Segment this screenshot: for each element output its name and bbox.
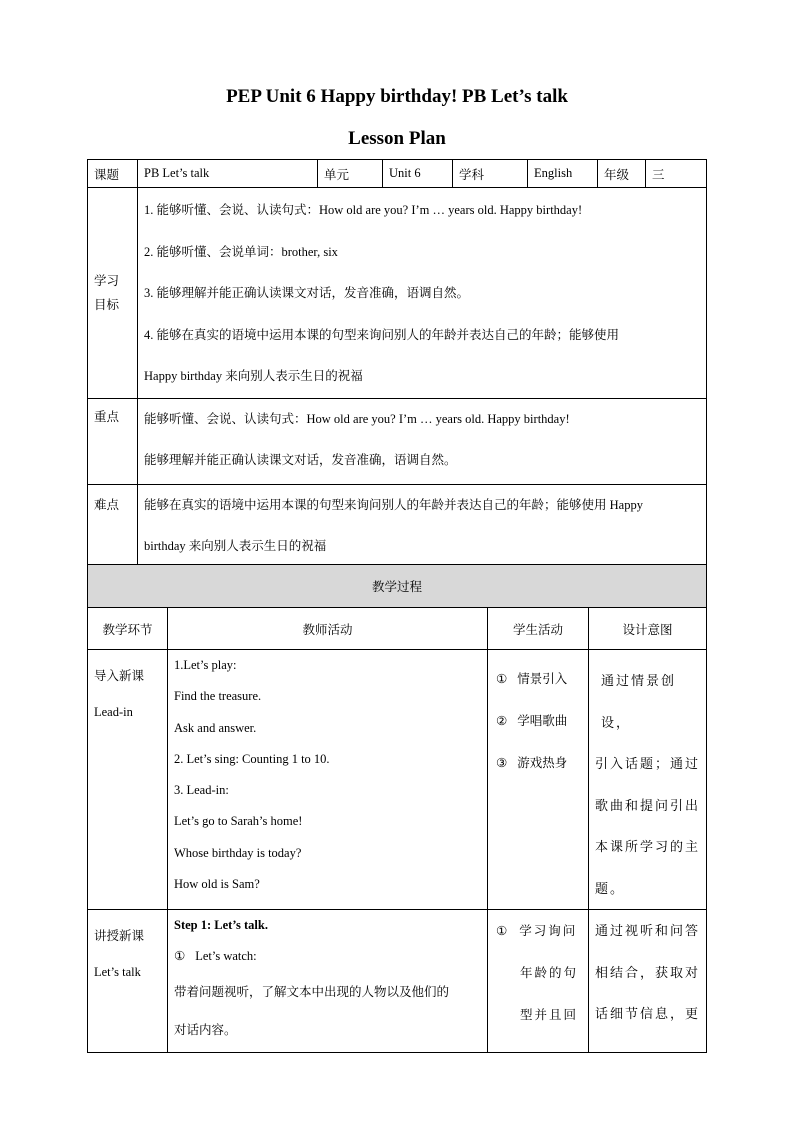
document-title: PEP Unit 6 Happy birthday! PB Let’s talk bbox=[226, 86, 568, 107]
objective-item: 3. 能够理解并能正确认读课文对话，发音准确，语调自然。 bbox=[144, 286, 470, 300]
teacher-line: 带着问题视听，了解文本中出现的人物以及他们的 bbox=[174, 984, 450, 999]
topic-value: PB Let’s talk bbox=[138, 160, 318, 188]
info-row bbox=[88, 160, 707, 188]
stage-en: Let’s talk bbox=[94, 965, 141, 979]
design-line: 歌曲和提问引出 bbox=[595, 797, 701, 813]
design-line: 相结合，获取对 bbox=[595, 964, 701, 980]
key-points-row bbox=[88, 398, 707, 484]
difficulties-row bbox=[88, 484, 707, 568]
difficulties-label: 难点 bbox=[88, 484, 138, 568]
teacher-activity-cell bbox=[168, 650, 488, 910]
col-header-student: 学生活动 bbox=[488, 608, 589, 650]
design-intent-cell bbox=[589, 650, 707, 910]
design-line: 通过视听和问答 bbox=[595, 923, 701, 938]
lesson-info-table bbox=[87, 159, 707, 569]
student-item: ① 学习询问 bbox=[496, 924, 578, 938]
student-line: 年龄的句 bbox=[520, 966, 579, 980]
unit-label: 单元 bbox=[318, 160, 383, 188]
key-point-item: 能够理解并能正确认读课文对话，发音准确，语调自然。 bbox=[144, 453, 457, 467]
objective-item: 4. 能够在真实的语境中运用本课的句型来询问别人的年龄并表达自己的年龄；能够使用 bbox=[144, 327, 620, 342]
teacher-activity-cell bbox=[168, 910, 488, 1053]
objectives-content bbox=[138, 188, 707, 399]
design-line: 话细节信息，更 bbox=[595, 1006, 701, 1021]
key-points-label: 重点 bbox=[88, 398, 138, 484]
process-header-row bbox=[88, 608, 707, 650]
design-line: 本课所学习的主 bbox=[595, 839, 701, 854]
design-line: 题。 bbox=[595, 880, 626, 896]
design-line: 通过情景创设， bbox=[601, 673, 677, 730]
student-item: ① 情景引入 bbox=[496, 672, 568, 686]
student-line: 型并且回 bbox=[520, 1008, 579, 1022]
student-activity-cell bbox=[488, 910, 589, 1053]
subject-label: 学科 bbox=[453, 160, 528, 188]
objective-item: Happy birthday 来向别人表示生日的祝福 bbox=[144, 369, 363, 383]
process-heading-row bbox=[88, 565, 707, 608]
grade-value: 三 bbox=[646, 160, 707, 188]
teacher-line: ① Let’s watch: bbox=[174, 949, 257, 964]
key-points-content bbox=[138, 398, 707, 484]
col-header-teacher: 教师活动 bbox=[168, 608, 488, 650]
teacher-line: 3. Lead-in: bbox=[174, 783, 229, 798]
stage-cell bbox=[88, 910, 168, 1053]
col-header-stage: 教学环节 bbox=[88, 608, 168, 650]
topic-label: 课题 bbox=[88, 160, 138, 188]
teacher-line: 2. Let’s sing: Counting 1 to 10. bbox=[174, 751, 330, 766]
table-row bbox=[88, 910, 707, 1053]
stage-cn: 导入新课 bbox=[94, 669, 145, 683]
table-row bbox=[88, 650, 707, 910]
objectives-label: 学习目标 bbox=[88, 188, 138, 399]
teacher-line: Let’s go to Sarah’s home! bbox=[174, 814, 303, 829]
teacher-line: 对话内容。 bbox=[174, 1022, 237, 1037]
col-header-design: 设计意图 bbox=[589, 608, 707, 650]
difficulty-item: birthday 来向别人表示生日的祝福 bbox=[144, 539, 327, 553]
difficulties-content bbox=[138, 484, 707, 568]
document-subtitle: Lesson Plan bbox=[348, 128, 446, 149]
design-line: 引入话题；通过 bbox=[595, 756, 701, 771]
teaching-process-table bbox=[87, 564, 707, 1053]
objective-item: 1. 能够听懂、会说、认读句式：How old are you? I’m … years old. Happy birthday! bbox=[144, 203, 583, 217]
key-point-item: 能够听懂、会说、认读句式：How old are you? I’m … years old. Happy birthday! bbox=[144, 411, 570, 426]
student-activity-cell bbox=[488, 650, 589, 910]
teacher-line: Whose birthday is today? bbox=[174, 845, 302, 860]
process-heading: 教学过程 bbox=[88, 565, 707, 608]
subject-value: English bbox=[528, 160, 598, 188]
stage-en: Lead-in bbox=[94, 705, 133, 719]
student-item: ③ 游戏热身 bbox=[496, 756, 568, 770]
objective-item: 2. 能够听懂、会说单词：brother, six bbox=[144, 244, 338, 259]
grade-label: 年级 bbox=[598, 160, 646, 188]
difficulty-item: 能够在真实的语境中运用本课的句型来询问别人的年龄并表达自己的年龄；能够使用 Happy bbox=[144, 497, 643, 512]
step-heading: Step 1: Let’s talk. bbox=[174, 918, 268, 932]
unit-value: Unit 6 bbox=[383, 160, 453, 188]
stage-cell bbox=[88, 650, 168, 910]
teacher-line: Find the treasure. bbox=[174, 689, 262, 704]
teacher-line: Ask and answer. bbox=[174, 720, 257, 735]
teacher-line: 1.Let’s play: bbox=[174, 658, 237, 672]
stage-cn: 讲授新课 bbox=[94, 929, 145, 943]
design-intent-cell bbox=[589, 910, 707, 1053]
objectives-row bbox=[88, 188, 707, 399]
student-item: ② 学唱歌曲 bbox=[496, 714, 568, 728]
teacher-line: How old is Sam? bbox=[174, 877, 260, 892]
